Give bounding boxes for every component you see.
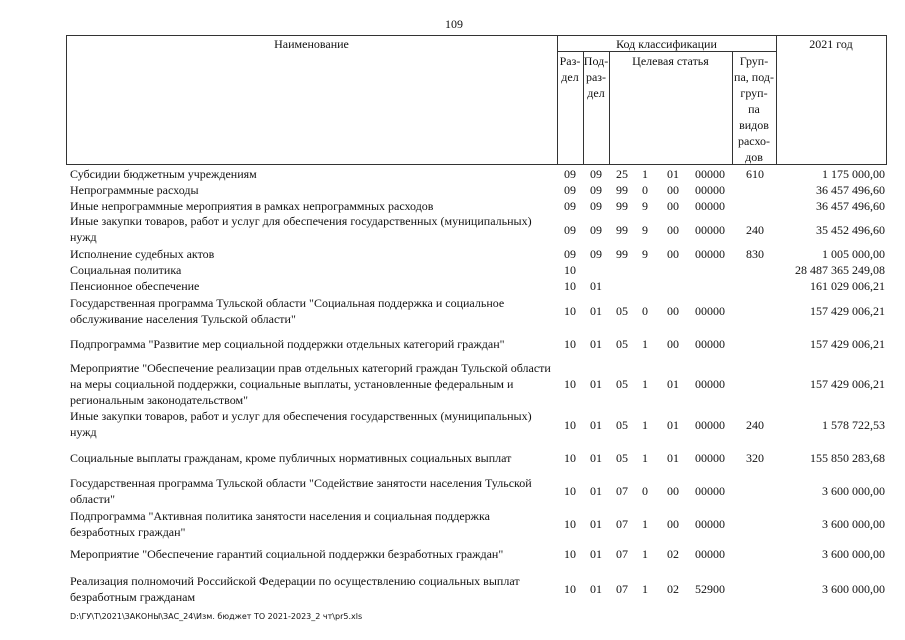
row-amount: 3 600 000,00 [822,517,885,531]
event-code: 00 [667,247,679,261]
subprogram-code: 9 [642,199,648,213]
header-left-border [66,35,67,165]
direction-code: 00000 [695,517,725,531]
direction-code: 00000 [695,223,725,237]
direction-code: 00000 [695,418,725,432]
direction-code: 00000 [695,183,725,197]
subsection-code: 01 [590,547,602,561]
section-code: 09 [564,167,576,181]
header-section-line: дел [561,70,579,84]
program-code: 05 [616,377,628,391]
header-subsection [583,53,609,101]
subsection-code: 01 [590,377,602,391]
subprogram-code: 1 [642,167,648,181]
subsection-code: 09 [590,223,602,237]
row-name: Мероприятие "Обеспечение реализации прав отдельных категорий граждан Тульской области на меры социальной поддержки, социальные выплаты, установленные федеральным и региональным законодательством" [70,361,551,407]
program-code: 07 [616,517,628,531]
program-code: 05 [616,304,628,318]
program-code: 05 [616,451,628,465]
header-group-line: па [748,102,760,116]
header-group-line: дов [745,150,763,164]
subprogram-code: 1 [642,418,648,432]
subsection-code: 09 [590,199,602,213]
header-group [732,53,776,165]
subprogram-code: 1 [642,377,648,391]
row-name: Исполнение судебных актов [70,247,215,261]
program-code: 99 [616,199,628,213]
subprogram-code: 1 [642,517,648,531]
program-code: 99 [616,247,628,261]
row-amount: 36 457 496,60 [816,183,885,197]
header-classification: Код классификации [616,37,717,51]
row-name: Субсидии бюджетным учреждениям [70,167,257,181]
row-amount: 157 429 006,21 [810,377,885,391]
subprogram-code: 0 [642,484,648,498]
row-amount: 3 600 000,00 [822,582,885,596]
event-code: 02 [667,582,679,596]
header-group-divider [776,35,777,165]
row-name: Иные закупки товаров, работ и услуг для обеспечения государственных (муниципальных) нужд [70,409,532,439]
subprogram-code: 0 [642,183,648,197]
subprogram-code: 9 [642,223,648,237]
direction-code: 00000 [695,337,725,351]
section-code: 10 [564,582,576,596]
event-code: 01 [667,167,679,181]
row-amount: 157 429 006,21 [810,337,885,351]
subprogram-code: 1 [642,582,648,596]
section-code: 10 [564,263,576,277]
row-name: Государственная программа Тульской области "Содействие занятости населения Тульской области" [70,476,532,506]
header-group-line: видов [739,118,769,132]
program-code: 99 [616,223,628,237]
subsection-code: 01 [590,484,602,498]
row-name: Реализация полномочий Российской Федерации по осуществлению социальных выплат безработным гражданам [70,574,520,604]
expense-group-code: 830 [746,247,764,261]
subsection-code: 09 [590,183,602,197]
row-name: Пенсионное обеспечение [70,279,200,293]
footer-file-path: D:\ГУ\Т\2021\ЗАКОНЫ\ЗАС_24\Изм. бюджет ТО 2021-2023_2 чт\pr5.xls [70,612,363,621]
subsection-code: 01 [590,337,602,351]
row-amount: 35 452 496,60 [816,223,885,237]
event-code: 00 [667,223,679,237]
event-code: 02 [667,547,679,561]
section-code: 09 [564,247,576,261]
row-name: Социальная политика [70,263,182,277]
subsection-code: 09 [590,247,602,261]
subsection-code: 09 [590,167,602,181]
row-name: Социальные выплаты гражданам, кроме публичных нормативных социальных выплат [70,451,512,465]
direction-code: 00000 [695,167,725,181]
program-code: 05 [616,418,628,432]
program-code: 99 [616,183,628,197]
event-code: 00 [667,304,679,318]
header-target: Целевая статья [632,54,709,68]
subsection-code: 01 [590,279,602,293]
subsection-code: 01 [590,418,602,432]
event-code: 01 [667,451,679,465]
event-code: 00 [667,337,679,351]
section-code: 10 [564,517,576,531]
row-amount: 1 175 000,00 [822,167,885,181]
row-amount: 1 578 722,53 [822,418,885,432]
direction-code: 52900 [695,582,725,596]
event-code: 00 [667,183,679,197]
subprogram-code: 9 [642,247,648,261]
page-number: 109 [445,17,463,31]
row-name: Мероприятие "Обеспечение гарантий социальной поддержки безработных граждан" [70,547,504,561]
subprogram-code: 1 [642,547,648,561]
event-code: 01 [667,377,679,391]
header-section [557,53,583,85]
expense-group-code: 240 [746,223,764,237]
program-code: 25 [616,167,628,181]
section-code: 10 [564,418,576,432]
row-name: Непрограммные расходы [70,183,199,197]
event-code: 00 [667,484,679,498]
subprogram-code: 1 [642,451,648,465]
subprogram-code: 0 [642,304,648,318]
section-code: 10 [564,484,576,498]
header-subsection-line: раз- [585,70,607,84]
event-code: 00 [667,517,679,531]
direction-code: 00000 [695,199,725,213]
header-subsection-line: дел [587,86,605,100]
direction-code: 00000 [695,377,725,391]
subsection-code: 01 [590,304,602,318]
direction-code: 00000 [695,547,725,561]
subsection-code: 01 [590,451,602,465]
row-amount: 28 487 365 249,08 [795,263,885,277]
header-subsection-line: Под- [583,54,609,68]
row-amount: 36 457 496,60 [816,199,885,213]
row-name: Иные непрограммные мероприятия в рамках непрограммных расходов [70,199,434,213]
expense-group-code: 320 [746,451,764,465]
header-right-border [886,35,887,165]
program-code: 07 [616,484,628,498]
program-code: 07 [616,582,628,596]
event-code: 00 [667,199,679,213]
header-group-line: Груп- [739,54,769,68]
program-code: 07 [616,547,628,561]
event-code: 01 [667,418,679,432]
row-amount: 161 029 006,21 [810,279,885,293]
row-name: Подпрограмма "Активная политика занятости населения и социальная поддержка безработных граждан" [70,509,490,539]
header-name: Наименование [274,37,349,51]
expense-group-code: 240 [746,418,764,432]
section-code: 10 [564,377,576,391]
header-group-line: груп- [740,86,768,100]
section-code: 10 [564,451,576,465]
section-code: 10 [564,337,576,351]
row-name: Государственная программа Тульской области "Социальная поддержка и социальное обслуживание населения Тульской области" [70,296,505,326]
expense-group-code: 610 [746,167,764,181]
row-amount: 1 005 000,00 [822,247,885,261]
subsection-code: 01 [590,582,602,596]
row-name: Иные закупки товаров, работ и услуг для обеспечения государственных (муниципальных) нужд [70,214,532,244]
section-code: 10 [564,547,576,561]
header-group-line: па, под- [734,70,774,84]
row-amount: 157 429 006,21 [810,304,885,318]
subsection-code: 01 [590,517,602,531]
section-code: 10 [564,304,576,318]
header-year: 2021 год [809,37,853,51]
row-amount: 3 600 000,00 [822,547,885,561]
subprogram-code: 1 [642,337,648,351]
section-code: 09 [564,223,576,237]
section-code: 09 [564,183,576,197]
row-amount: 3 600 000,00 [822,484,885,498]
section-code: 10 [564,279,576,293]
section-code: 09 [564,199,576,213]
header-section-line: Раз- [559,54,581,68]
row-name: Подпрограмма "Развитие мер социальной поддержки отдельных категорий граждан" [70,337,505,351]
direction-code: 00000 [695,451,725,465]
direction-code: 00000 [695,484,725,498]
row-amount: 155 850 283,68 [810,451,885,465]
direction-code: 00000 [695,247,725,261]
header-group-line: расхо- [737,134,771,148]
direction-code: 00000 [695,304,725,318]
program-code: 05 [616,337,628,351]
